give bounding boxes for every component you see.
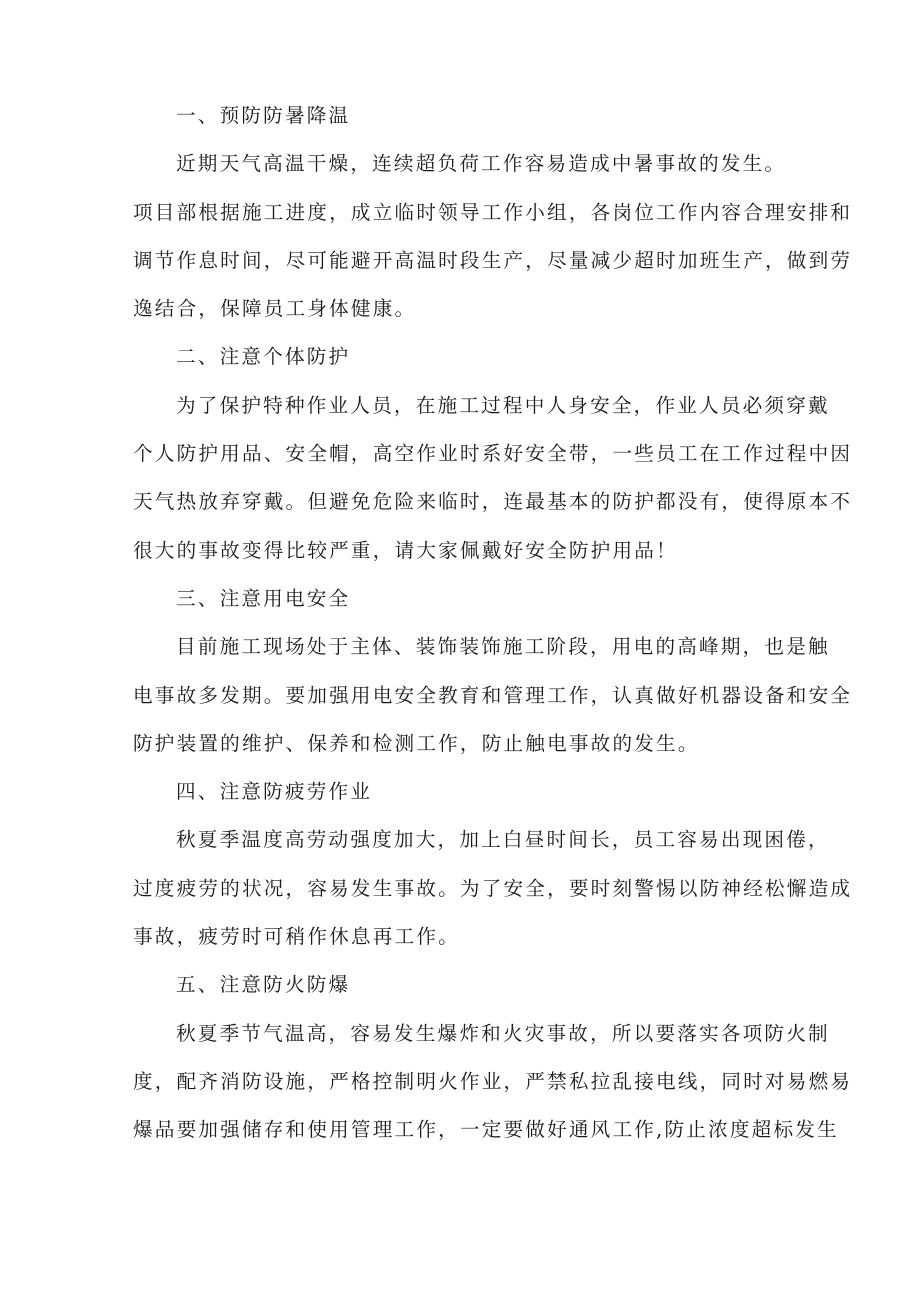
paragraph-line: 事故，疲劳时可稍作休息再工作。: [133, 925, 460, 949]
section-heading-5: 五、注意防火防爆: [176, 973, 351, 997]
section-heading-2: 二、注意个体防护: [176, 345, 351, 369]
paragraph-line: 电事故多发期。要加强用电安全教育和管理工作，认真做好机器设备和安全: [133, 683, 853, 707]
section-heading-3: 三、注意用电安全: [176, 586, 351, 610]
paragraph-line: 项目部根据施工进度，成立临时领导工作小组，各岗位工作内容合理安排和: [133, 200, 853, 224]
paragraph-line: 防护装置的维护、保养和检测工作，防止触电事故的发生。: [133, 731, 700, 755]
paragraph-line: 过度疲劳的状况，容易发生事故。为了安全，要时刻警惕以防神经松懈造成: [133, 876, 853, 900]
paragraph-line: 天气热放弃穿戴。但避免危险来临时，连最基本的防护都没有，使得原本不: [133, 490, 853, 514]
paragraph-line: 近期天气高温干燥，连续超负荷工作容易造成中暑事故的发生。: [176, 152, 787, 176]
paragraph-line: 很大的事故变得比较严重，请大家佩戴好安全防护用品！: [133, 538, 678, 562]
paragraph-line: 度，配齐消防设施，严格控制明火作业，严禁私拉乱接电线，同时对易燃易: [133, 1069, 853, 1093]
paragraph-line: 为了保护特种作业人员，在施工过程中人身安全，作业人员必须穿戴: [176, 393, 830, 417]
paragraph-line: 秋夏季节气温高，容易发生爆炸和火灾事故，所以要落实各项防火制: [176, 1021, 830, 1045]
section-heading-1: 一、预防防暑降温: [176, 104, 351, 127]
paragraph-line: 爆品要加强储存和使用管理工作，一定要做好通风工作,防止浓度超标发生: [133, 1118, 839, 1142]
paragraph-line: 秋夏季温度高劳动强度加大，加上白昼时间长，员工容易出现困倦，: [176, 828, 830, 852]
paragraph-line: 个人防护用品、安全帽，高空作业时系好安全带，一些员工在工作过程中因: [133, 442, 853, 466]
document-page: [133, 97, 853, 1160]
paragraph-line: 目前施工现场处于主体、装饰装饰施工阶段，用电的高峰期，也是触: [176, 635, 830, 659]
paragraph-line: 逸结合，保障员工身体健康。: [133, 297, 417, 321]
paragraph-line: 调节作息时间，尽可能避开高温时段生产，尽量减少超时加班生产，做到劳: [133, 248, 853, 272]
section-heading-4: 四、注意防疲劳作业: [176, 780, 373, 804]
